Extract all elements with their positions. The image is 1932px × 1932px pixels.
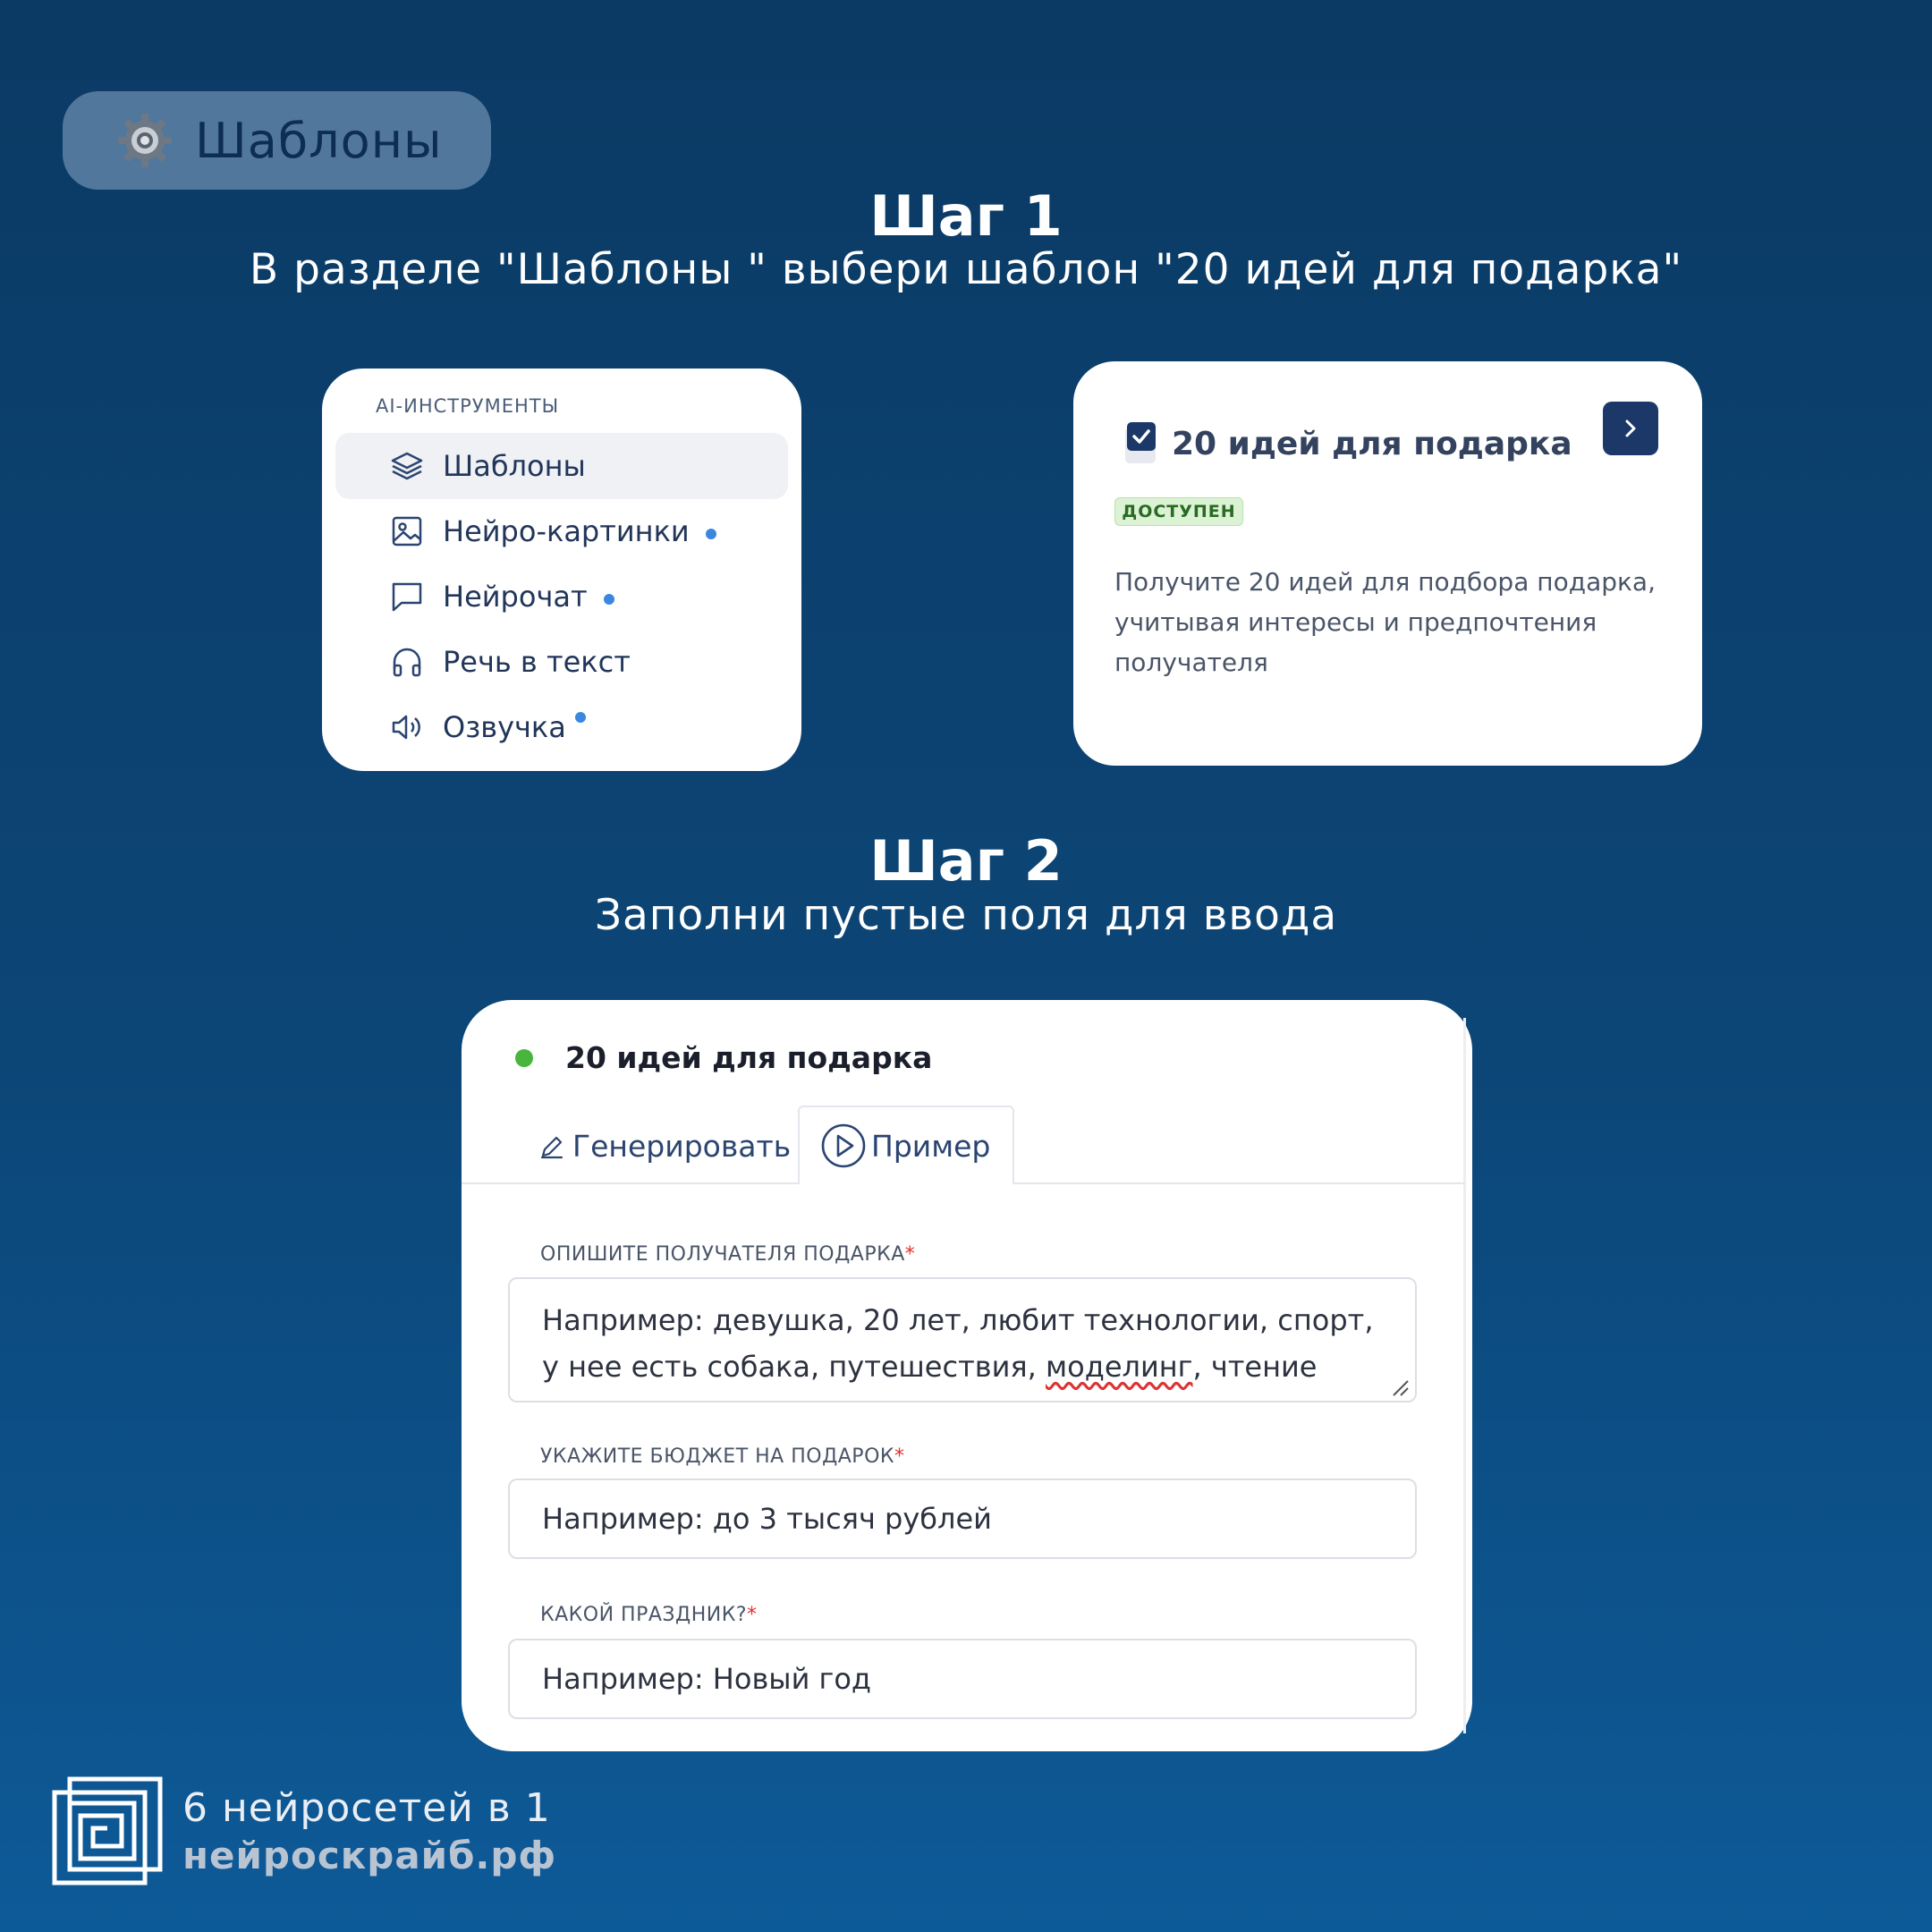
template-card[interactable] <box>1073 361 1702 766</box>
templates-pill <box>63 91 491 190</box>
tab-generate[interactable] <box>538 1129 791 1164</box>
sidebar-item-label: Озвучка <box>443 710 566 744</box>
sidebar-item-label: Шаблоны <box>443 449 586 483</box>
budget-label <box>540 1445 905 1468</box>
step1-subtitle: В разделе "Шаблоны " выбери шаблон "20 идей для подарка" <box>249 245 1683 294</box>
tab-example-label: Пример <box>871 1128 991 1164</box>
step2-title: Шаг 2 <box>869 828 1063 894</box>
holiday-input[interactable] <box>508 1639 1417 1719</box>
footer-site-link[interactable]: нейроскрайб.рф <box>182 1834 557 1877</box>
sidebar-item-templates[interactable] <box>335 433 788 499</box>
recipient-textarea[interactable] <box>508 1277 1417 1402</box>
image-icon <box>389 513 425 549</box>
open-template-button[interactable] <box>1603 402 1658 455</box>
template-form-card <box>462 1000 1472 1751</box>
recipient-placeholder-misspelled: моделинг <box>1045 1350 1193 1384</box>
sidebar-item-label: Нейрочат <box>443 580 588 614</box>
speaker-icon <box>389 709 425 745</box>
divider <box>1463 1018 1466 1733</box>
holiday-placeholder: Например: Новый год <box>542 1662 872 1696</box>
holiday-label-text: КАКОЙ ПРАЗДНИК? <box>540 1604 748 1626</box>
pill-label: Шаблоны <box>195 112 443 169</box>
chat-icon <box>389 579 425 614</box>
gear-icon <box>116 112 174 169</box>
tab-generate-label: Генерировать <box>572 1129 792 1164</box>
status-dot <box>515 1049 533 1067</box>
headphones-icon <box>389 644 425 680</box>
logo-icon <box>52 1776 163 1885</box>
budget-input[interactable] <box>508 1479 1417 1559</box>
budget-label-text: УКАЖИТЕ БЮДЖЕТ НА ПОДАРОК <box>540 1445 895 1468</box>
recipient-label-text: ОПИШИТЕ ПОЛУЧАТЕЛЯ ПОДАРКА <box>540 1243 905 1266</box>
sidebar-item-neuro-images[interactable] <box>335 498 788 564</box>
recipient-label <box>540 1243 915 1266</box>
sidebar-heading: AI-ИНСТРУМЕНТЫ <box>376 395 560 417</box>
sidebar-item-speech-to-text[interactable] <box>335 629 788 695</box>
holiday-label <box>540 1604 758 1626</box>
form-header <box>515 1040 932 1075</box>
step1-title: Шаг 1 <box>869 183 1063 249</box>
template-description: Получите 20 идей для подбора подарка, учитывая интересы и предпочтения получателя <box>1114 567 1656 677</box>
sidebar-item-label: Нейро-картинки <box>443 514 690 548</box>
step2-subtitle: Заполни пустые поля для ввода <box>594 891 1338 940</box>
layers-icon <box>389 448 425 484</box>
play-circle-icon <box>819 1122 868 1170</box>
new-dot <box>575 712 586 723</box>
sidebar-item-label: Речь в текст <box>443 645 631 679</box>
chevron-right-icon <box>1621 417 1640 440</box>
recipient-placeholder-part2: , чтение <box>1192 1350 1318 1384</box>
required-mark: * <box>904 1243 916 1266</box>
tab-example[interactable] <box>798 1106 1014 1184</box>
checkbox-icon <box>1123 419 1159 469</box>
sidebar-item-voiceover[interactable] <box>335 694 788 760</box>
template-title: 20 идей для подарка <box>1172 426 1572 462</box>
new-dot <box>706 529 716 539</box>
budget-placeholder: Например: до 3 тысяч рублей <box>542 1502 992 1536</box>
status-badge: ДОСТУПЕН <box>1114 497 1243 526</box>
resize-handle-icon[interactable] <box>1390 1377 1410 1397</box>
required-mark: * <box>747 1604 758 1626</box>
required-mark: * <box>894 1445 905 1468</box>
new-dot <box>604 594 614 605</box>
form-title: 20 идей для подарка <box>565 1040 933 1075</box>
sidebar-menu-card <box>322 369 801 771</box>
pencil-icon <box>538 1133 565 1160</box>
footer-tagline: 6 нейросетей в 1 <box>182 1785 551 1831</box>
sidebar-item-neurochat[interactable] <box>335 564 788 630</box>
recipient-placeholder-part1: Например: девушка, 20 лет, любит технологии, спорт, у нее есть собака, путешествия, <box>542 1303 1374 1384</box>
